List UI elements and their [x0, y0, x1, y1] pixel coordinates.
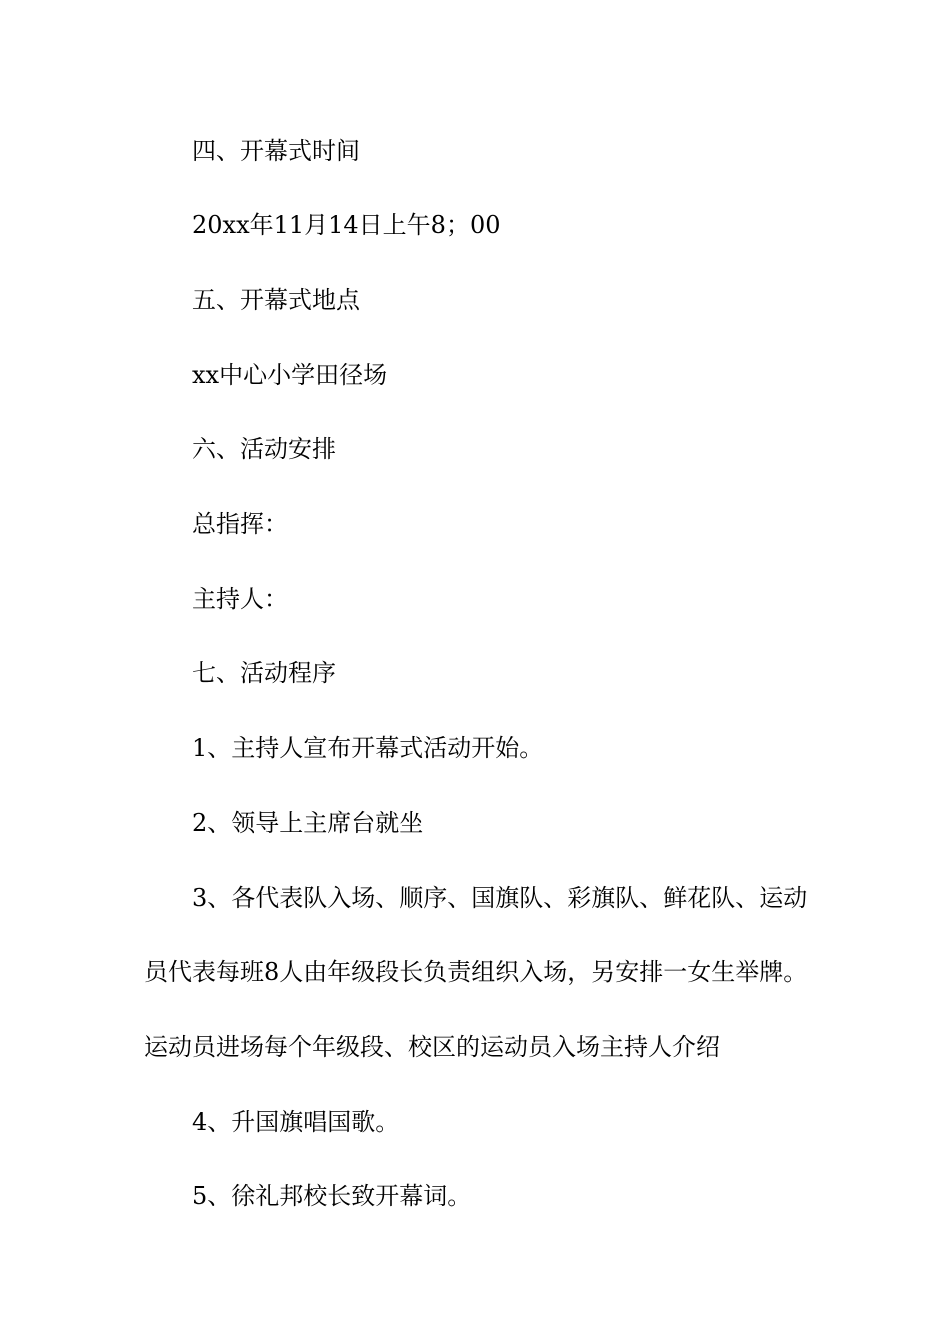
- program-item-2: 2、领导上主席台就坐: [192, 809, 424, 837]
- opening-location-value: xx中心小学田径场: [192, 361, 388, 389]
- program-item-3-line-2: 员代表每班8人由年级段长负责组织入场，另安排一女生举牌。: [144, 958, 808, 986]
- opening-time-value: 20xx年11月14日上午8；00: [192, 211, 501, 239]
- heading-activity-program: 七、活动程序: [192, 659, 336, 687]
- program-item-4: 4、升国旗唱国歌。: [192, 1108, 400, 1136]
- program-item-3-line-1: 3、各代表队入场、顺序、国旗队、彩旗队、鲜花队、运动: [192, 884, 808, 912]
- heading-opening-location: 五、开幕式地点: [192, 286, 360, 314]
- heading-activity-arrangement: 六、活动安排: [192, 435, 336, 463]
- commander-label: 总指挥：: [192, 510, 288, 538]
- program-item-3-line-3: 运动员进场每个年级段、校区的运动员入场主持人介绍: [144, 1033, 720, 1061]
- host-label: 主持人：: [192, 585, 288, 613]
- program-item-1: 1、主持人宣布开幕式活动开始。: [192, 734, 544, 762]
- program-item-5: 5、徐礼邦校长致开幕词。: [192, 1182, 472, 1210]
- heading-opening-time: 四、开幕式时间: [192, 137, 360, 165]
